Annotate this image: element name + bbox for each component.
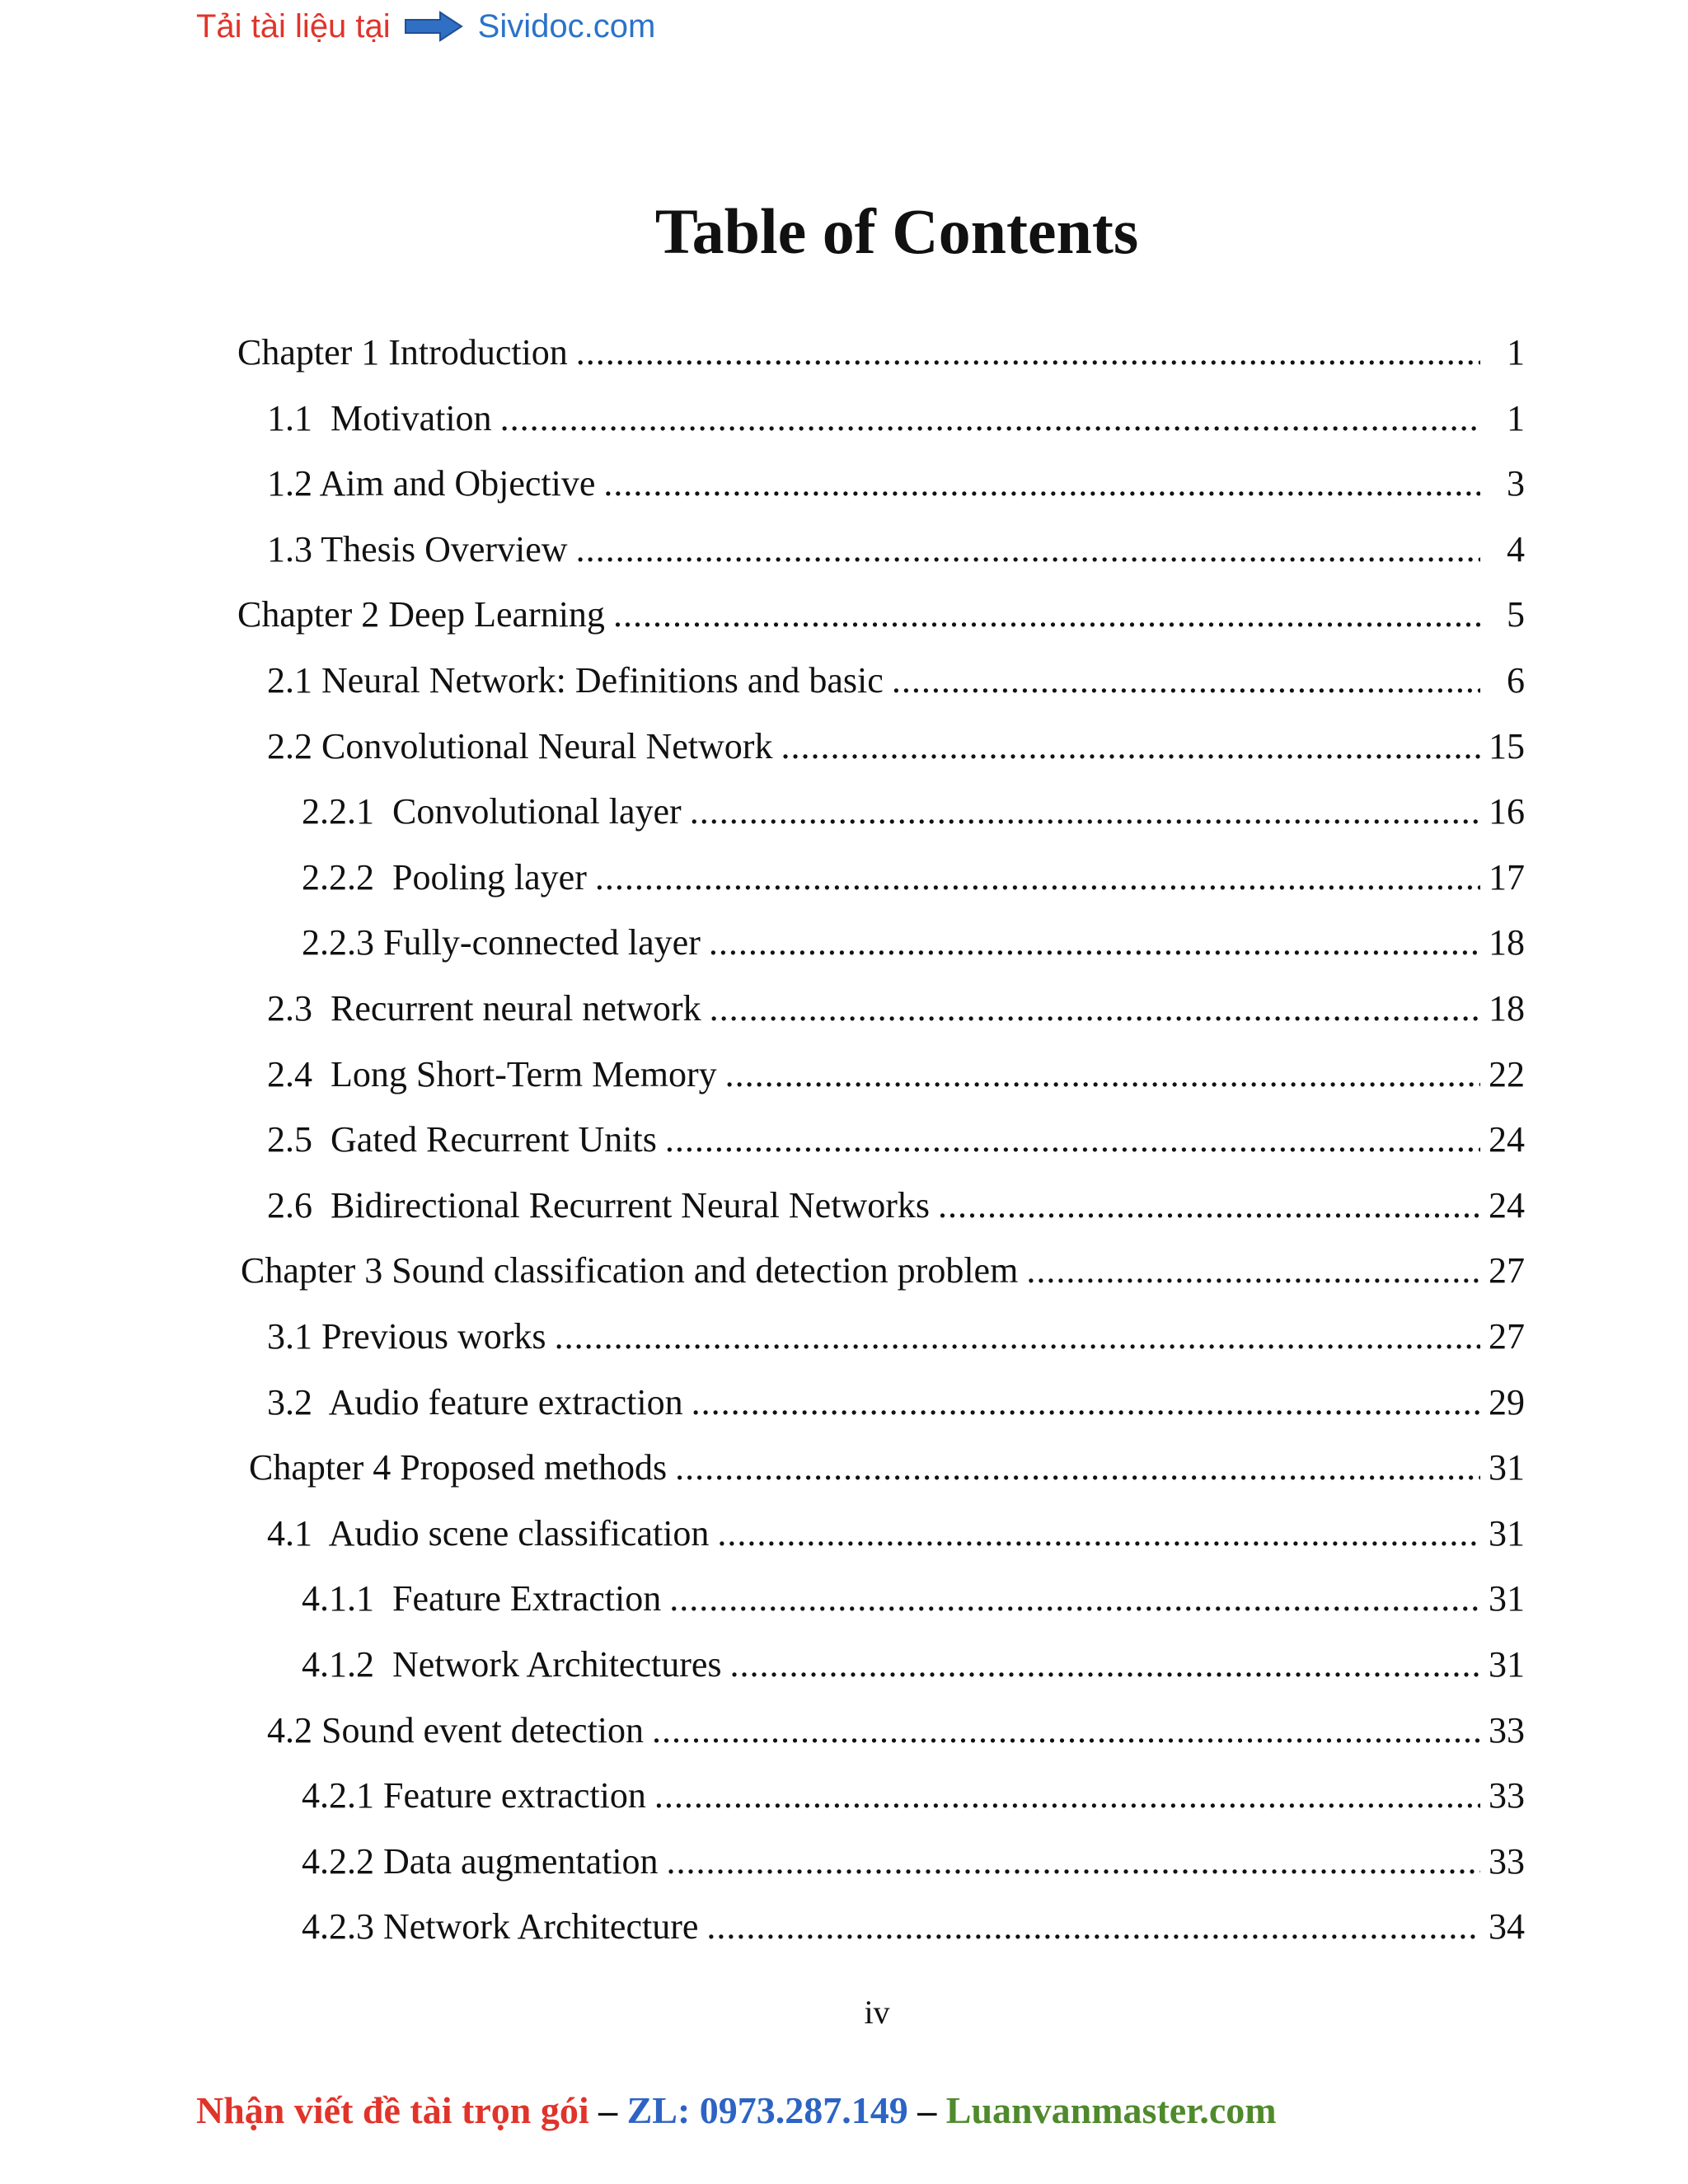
toc-entry-label: 2.2 Convolutional Neural Network	[267, 725, 773, 766]
toc-dot-leader	[692, 1378, 1480, 1427]
toc-dot-leader	[690, 787, 1480, 837]
toc-entry[interactable]	[302, 1574, 1525, 1624]
toc-entry-page-number: 4	[1507, 528, 1525, 569]
footer-banner-separator: –	[907, 2089, 946, 2131]
toc-entry-page-number: 15	[1489, 725, 1525, 766]
toc-dot-leader	[675, 1443, 1480, 1493]
toc-entry-page-number: 22	[1489, 1053, 1525, 1094]
toc-entry-label: Chapter 2 Deep Learning	[237, 594, 605, 635]
toc-dot-leader	[730, 1640, 1480, 1690]
toc-entry-page-number: 1	[1507, 332, 1525, 373]
toc-dot-leader	[667, 1837, 1480, 1886]
toc-entry[interactable]	[302, 1837, 1525, 1886]
page-number: iv	[864, 1994, 890, 2031]
toc-entry-page-number: 27	[1489, 1316, 1525, 1357]
toc-entry-label: 4.1.1 Feature Extraction	[302, 1578, 662, 1619]
toc-entry[interactable]	[302, 1902, 1525, 1952]
toc-dot-leader	[669, 1574, 1480, 1624]
toc-entry-label: 2.1 Neural Network: Definitions and basic	[267, 660, 884, 701]
toc-entry-page-number: 5	[1507, 594, 1525, 635]
header-banner-site-link[interactable]: Sividoc.com	[477, 7, 656, 45]
toc-entry-page-number: 16	[1489, 791, 1525, 832]
toc-entry-page-number: 18	[1489, 988, 1525, 1029]
page-title: Table of Contents	[654, 195, 1139, 267]
toc-entry-label: Chapter 3 Sound classification and detection problem	[241, 1250, 1019, 1291]
toc-entry[interactable]	[302, 1771, 1525, 1821]
toc-dot-leader	[1026, 1246, 1480, 1296]
header-banner-prefix: Tải tài liệu tại	[196, 7, 391, 45]
toc-entry[interactable]	[302, 787, 1525, 837]
toc-entry-label: Chapter 1 Introduction	[237, 332, 568, 373]
toc-dot-leader	[938, 1181, 1480, 1230]
toc-entry-label: 3.1 Previous works	[267, 1316, 546, 1357]
toc-entry-label: 2.6 Bidirectional Recurrent Neural Networks	[267, 1184, 930, 1226]
footer-banner-phone: ZL: 0973.287.149	[626, 2089, 908, 2131]
toc-entry[interactable]	[302, 918, 1525, 968]
toc-entry-page-number: 34	[1489, 1906, 1525, 1947]
toc-entry-label: 2.3 Recurrent neural network	[267, 988, 701, 1029]
toc-dot-leader	[717, 1509, 1480, 1558]
toc-dot-leader	[781, 722, 1480, 771]
toc-entry-label: 4.2.1 Feature extraction	[302, 1775, 646, 1816]
toc-dot-leader	[654, 1771, 1480, 1821]
toc-entry[interactable]	[237, 328, 1525, 377]
toc-entry[interactable]	[267, 525, 1525, 574]
toc-dot-leader	[576, 525, 1480, 574]
toc-entry-label: 2.2.2 Pooling layer	[302, 856, 587, 898]
toc-entry-label: 1.2 Aim and Objective	[267, 463, 596, 504]
footer-banner-site-link[interactable]: Luanvanmaster.com	[945, 2089, 1277, 2131]
toc-entry[interactable]	[267, 722, 1525, 771]
toc-dot-leader	[595, 853, 1480, 902]
toc-entry[interactable]	[267, 1312, 1525, 1361]
toc-entry[interactable]	[267, 1378, 1525, 1427]
toc-dot-leader	[652, 1706, 1480, 1755]
toc-entry-label: 4.2 Sound event detection	[267, 1709, 645, 1750]
toc-entry[interactable]	[267, 394, 1525, 443]
toc-dot-leader	[710, 984, 1480, 1033]
toc-entry[interactable]	[267, 459, 1525, 509]
toc-dot-leader	[892, 656, 1480, 705]
footer-banner	[196, 2088, 1277, 2132]
toc-dot-leader	[709, 918, 1480, 968]
toc-entry[interactable]	[267, 1050, 1525, 1099]
toc-entry[interactable]	[237, 590, 1525, 640]
toc-entry-page-number: 24	[1489, 1184, 1525, 1226]
toc-entry-page-number: 31	[1489, 1578, 1525, 1619]
toc-entry-page-number: 24	[1489, 1119, 1525, 1160]
toc-dot-leader	[725, 1050, 1480, 1099]
toc-entry-page-number: 31	[1489, 1644, 1525, 1685]
toc-entry-label: 4.1 Audio scene classification	[267, 1512, 710, 1554]
toc-entry[interactable]	[302, 853, 1525, 902]
toc-entry-page-number: 27	[1489, 1250, 1525, 1291]
toc-entry-label: 2.2.3 Fully-connected layer	[302, 922, 701, 963]
toc-entry-page-number: 33	[1489, 1709, 1525, 1750]
toc-entry[interactable]	[267, 1115, 1525, 1165]
toc-entry-label: 4.1.2 Network Architectures	[302, 1644, 722, 1685]
toc-entry-label: 4.2.2 Data augmentation	[302, 1840, 659, 1882]
toc-entry-page-number: 18	[1489, 922, 1525, 963]
toc-dot-leader	[665, 1115, 1480, 1165]
toc-dot-leader	[555, 1312, 1480, 1361]
toc-entry[interactable]	[241, 1246, 1525, 1296]
toc-entry-label: 4.2.3 Network Architecture	[302, 1906, 699, 1947]
toc-entry-page-number: 31	[1489, 1447, 1525, 1488]
toc-entry-page-number: 33	[1489, 1840, 1525, 1882]
toc-entry[interactable]	[267, 1509, 1525, 1558]
toc-entry-page-number: 29	[1489, 1381, 1525, 1422]
toc-entry-page-number: 3	[1507, 463, 1525, 504]
toc-entry-page-number: 33	[1489, 1775, 1525, 1816]
toc-entry-label: Chapter 4 Proposed methods	[249, 1447, 668, 1488]
toc-entry-label: 3.2 Audio feature extraction	[267, 1381, 683, 1422]
toc-entry[interactable]	[267, 1706, 1525, 1755]
toc-entry-page-number: 1	[1507, 397, 1525, 438]
toc-dot-leader	[500, 394, 1480, 443]
toc-entry-page-number: 6	[1507, 660, 1525, 701]
toc-entry-label: 1.3 Thesis Overview	[267, 528, 568, 569]
toc-entry-label: 2.2.1 Convolutional layer	[302, 791, 682, 832]
footer-banner-service: Nhận viết đề tài trọn gói	[196, 2089, 589, 2131]
toc-entry[interactable]	[302, 1640, 1525, 1690]
toc-entry[interactable]	[267, 656, 1525, 705]
toc-entry-page-number: 17	[1489, 856, 1525, 898]
toc-dot-leader	[603, 459, 1480, 509]
toc-entry[interactable]	[267, 984, 1525, 1033]
toc-entry-label: 2.4 Long Short-Term Memory	[267, 1053, 717, 1094]
toc-entry-page-number: 31	[1489, 1512, 1525, 1554]
toc-entry-label: 1.1 Motivation	[267, 397, 492, 438]
toc-entry[interactable]	[267, 1181, 1525, 1230]
toc-dot-leader	[613, 590, 1480, 640]
toc-entry-label: 2.5 Gated Recurrent Units	[267, 1119, 657, 1160]
toc-dot-leader	[706, 1902, 1480, 1952]
toc-dot-leader	[576, 328, 1480, 377]
toc-entry[interactable]	[249, 1443, 1525, 1493]
footer-banner-separator: –	[588, 2089, 627, 2131]
